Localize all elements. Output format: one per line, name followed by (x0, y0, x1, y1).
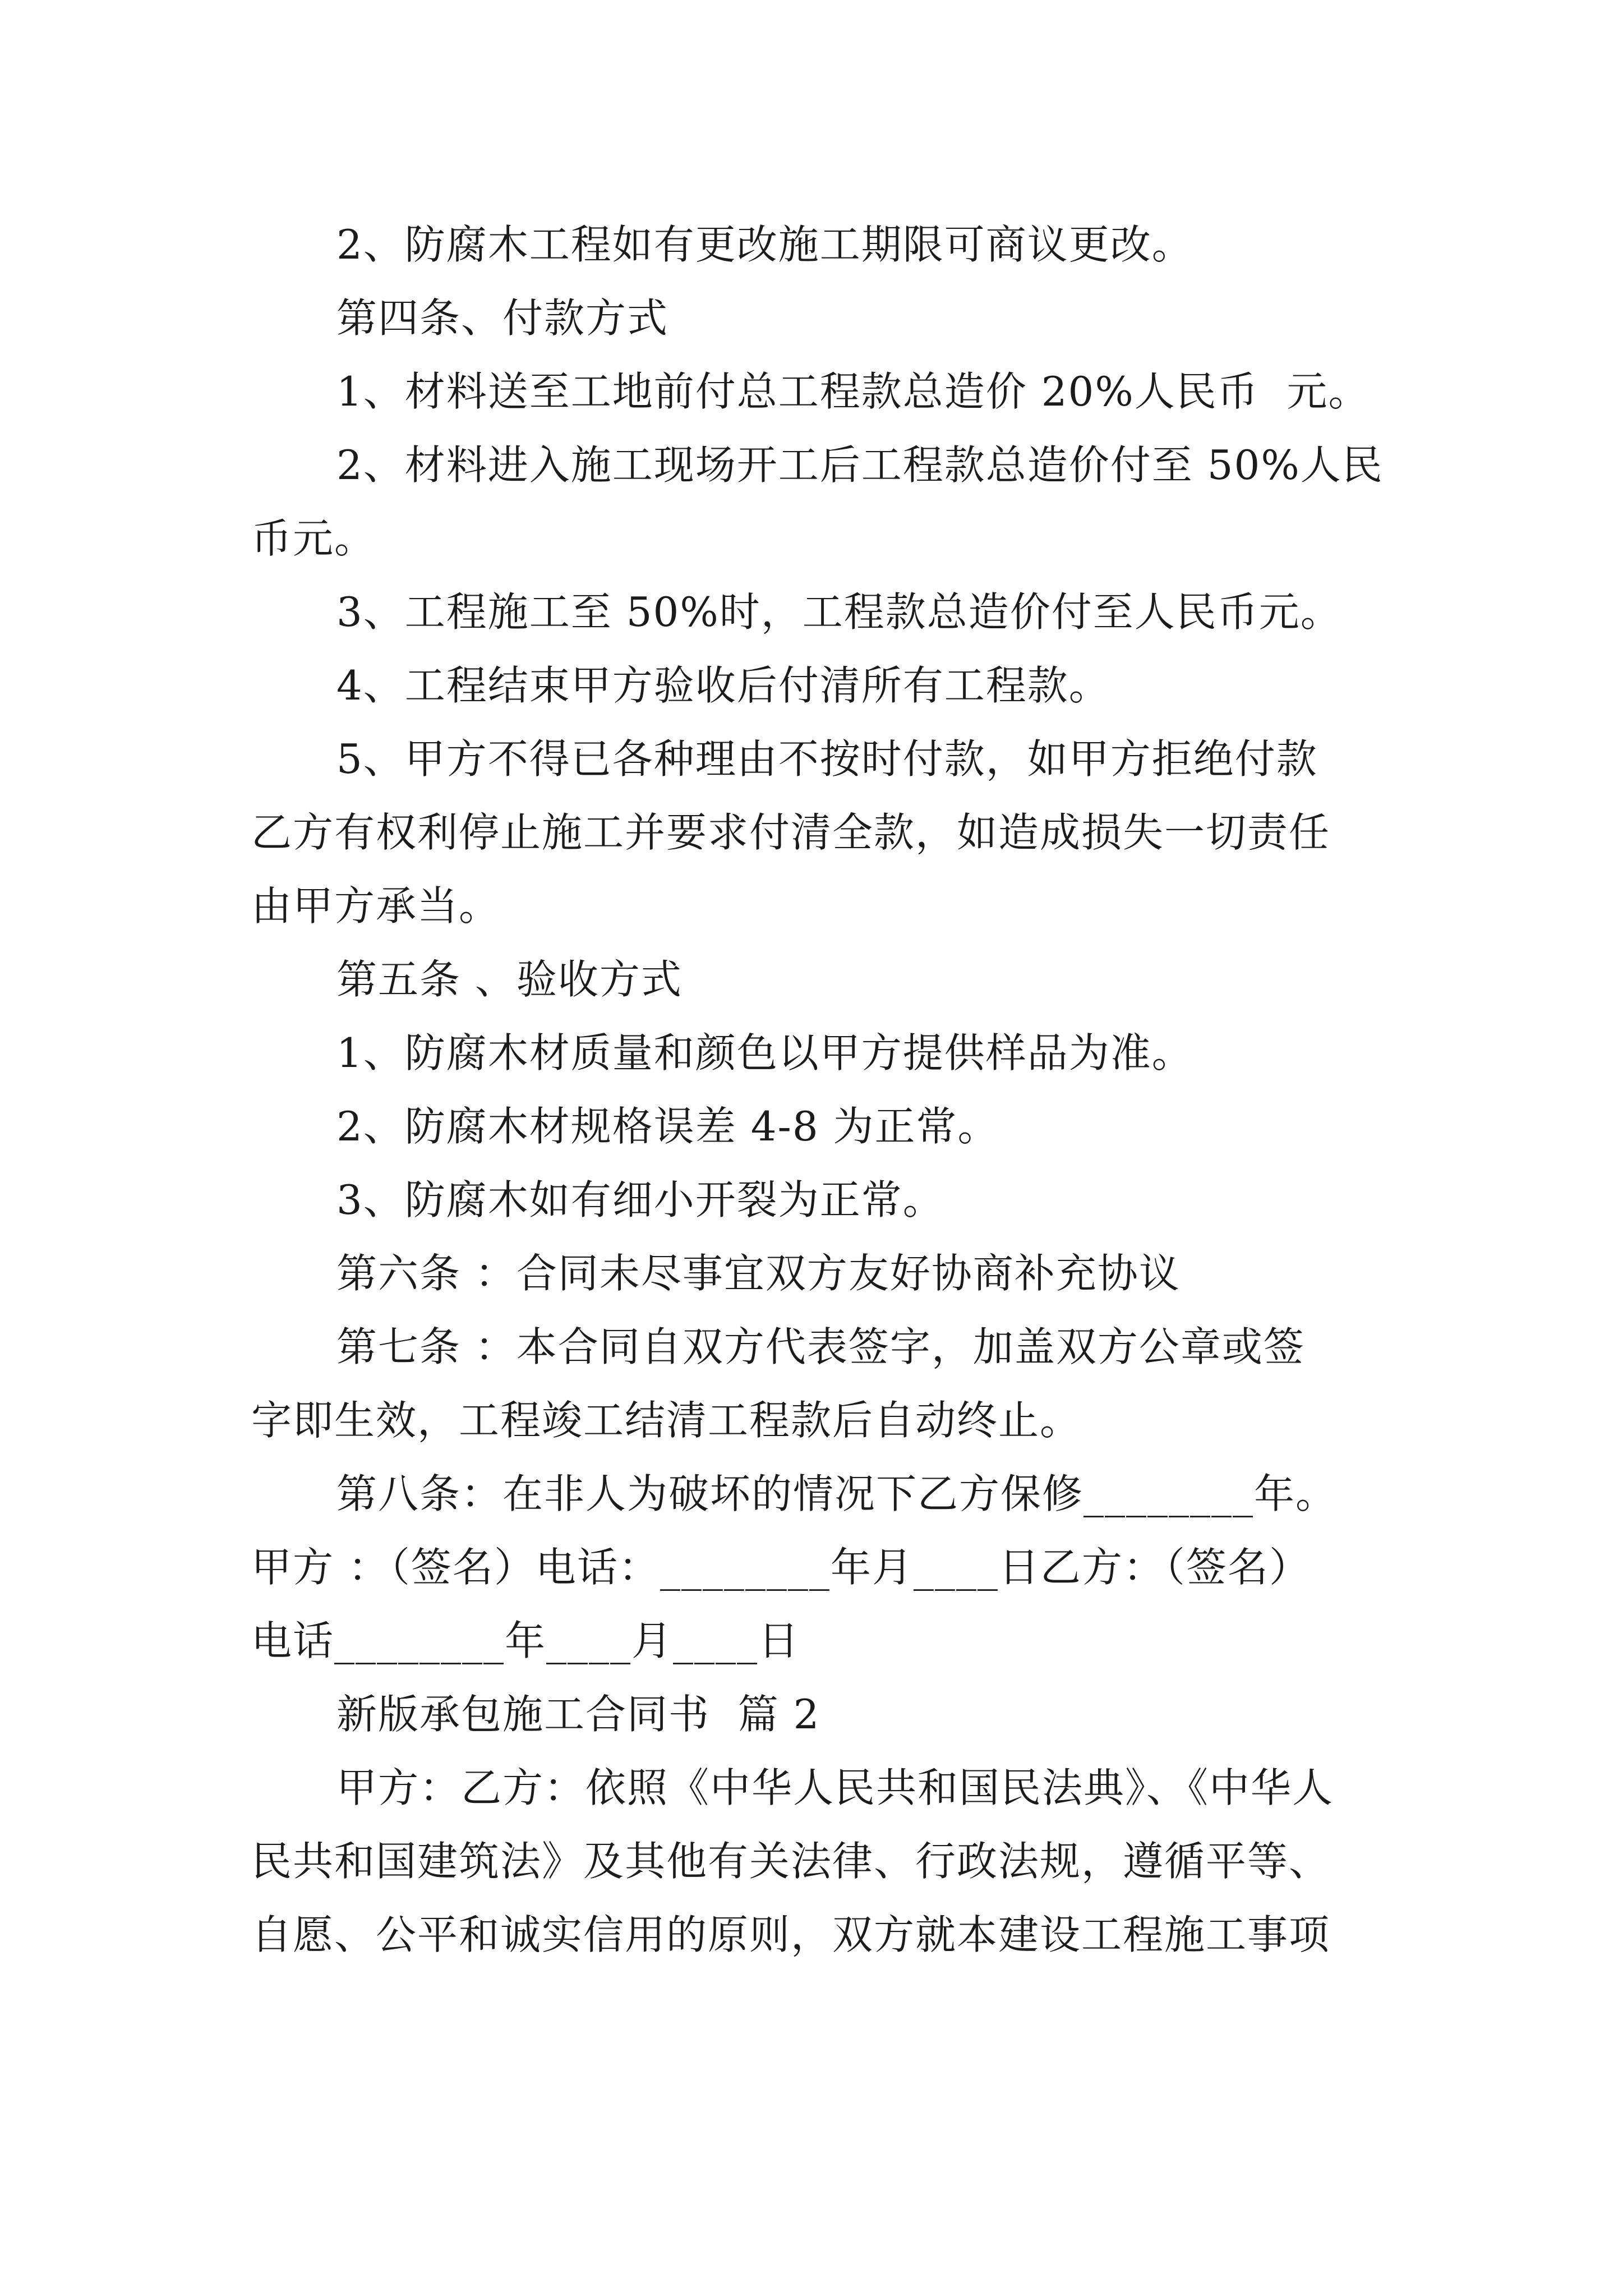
text-line: 2、材料进入施工现场开工后工程款总造价付至 50%人民 (336, 441, 1384, 489)
section-heading: 第五条 、验收方式 (336, 956, 683, 1003)
text-line: 2、防腐木材规格误差 4-8 为正常。 (336, 1103, 999, 1150)
text-line: 5、甲方不得已各种理由不按时付款，如甲方拒绝付款 (336, 735, 1318, 783)
text-line: 由甲方承当。 (251, 882, 501, 930)
text-line: 币元。 (251, 515, 376, 562)
section-heading: 第八条：在非人为破坏的情况下乙方保修________年。 (336, 1470, 1338, 1517)
section-heading: 第六条 ：合同未尽事宜双方友好协商补充协议 (336, 1250, 1181, 1297)
text-line: 乙方有权利停止施工并要求付清全款，如造成损失一切责任 (251, 809, 1331, 856)
text-line: 1、防腐木材质量和颜色以甲方提供样品为准。 (336, 1029, 1193, 1076)
text-line: 字即生效，工程竣工结清工程款后自动终止。 (251, 1397, 1082, 1444)
text-line: 民共和国建筑法》及其他有关法律、行政法规，遵循平等、 (251, 1838, 1331, 1885)
signature-line: 电话________年____月____日 (251, 1617, 800, 1664)
text-line: 1、材料送至工地前付总工程款总造价 20%人民币 元。 (336, 368, 1370, 415)
section-heading: 第四条、付款方式 (336, 295, 669, 342)
signature-line: 甲方 ：（签名）电话：________年月____日乙方：（签名） (251, 1544, 1311, 1591)
text-line: 2、防腐木工程如有更改施工期限可商议更改。 (336, 221, 1193, 268)
text-line: 自愿、公平和诚实信用的原则，双方就本建设工程施工事项 (251, 1911, 1331, 1958)
text-line: 4、工程结束甲方验收后付清所有工程款。 (336, 662, 1110, 709)
text-line: 3、防腐木如有细小开裂为正常。 (336, 1176, 944, 1223)
document-subtitle: 新版承包施工合同书 篇 2 (336, 1691, 820, 1738)
text-line: 3、工程施工至 50%时，工程款总造价付至人民币元。 (336, 588, 1342, 636)
text-line: 甲方：乙方：依照《中华人民共和国民法典》、《中华人 (336, 1764, 1334, 1811)
section-heading: 第七条 ：本合同自双方代表签字，加盖双方公章或签 (336, 1323, 1305, 1370)
